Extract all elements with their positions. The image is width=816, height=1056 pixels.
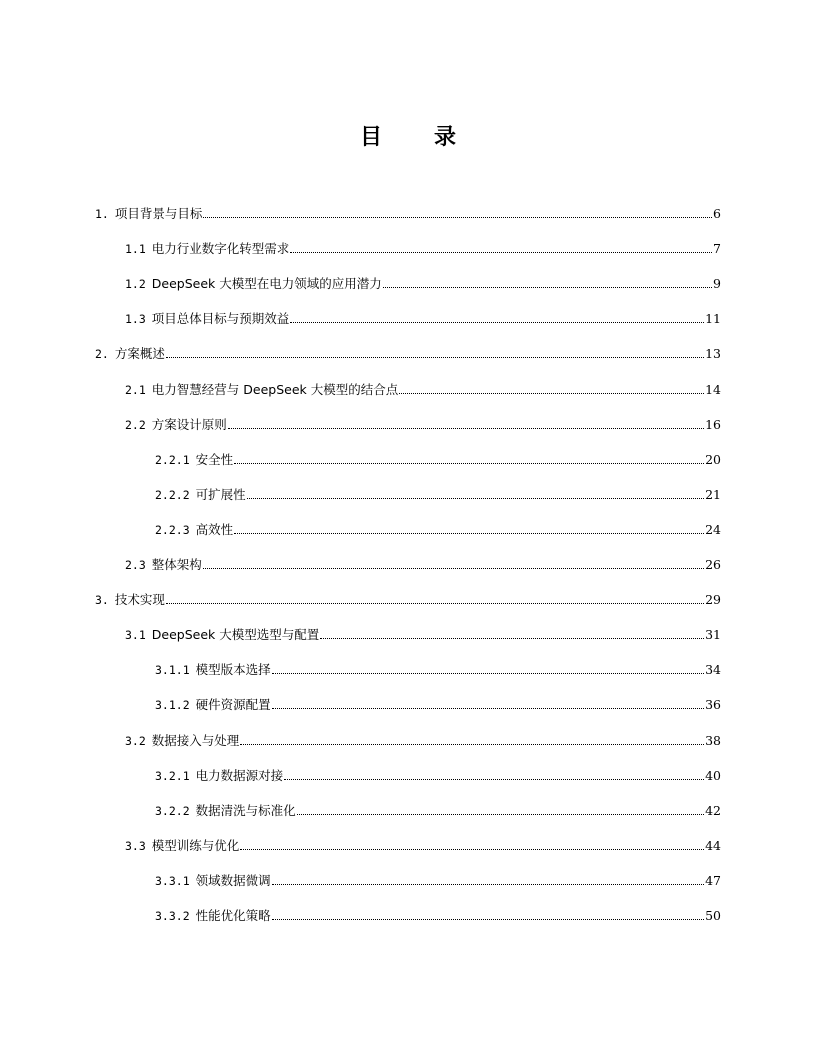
toc-entry-page-number: 14 xyxy=(705,381,721,397)
toc-entry[interactable] xyxy=(95,230,721,265)
dot-leader xyxy=(247,498,704,499)
toc-entry[interactable] xyxy=(95,370,721,405)
dot-leader xyxy=(203,568,704,569)
toc-entry-page-number: 13 xyxy=(705,346,721,362)
toc-entry-title: 数据接入与处理 xyxy=(151,732,240,748)
dot-leader xyxy=(234,533,704,534)
dot-leader xyxy=(297,814,704,815)
toc-entry[interactable] xyxy=(95,827,721,862)
toc-entry[interactable] xyxy=(95,476,721,511)
toc-entry-title: 电力智慧经营与 DeepSeek 大模型的结合点 xyxy=(151,381,399,397)
toc-entry-title: 性能优化策略 xyxy=(195,907,271,923)
toc-entry-page-number: 42 xyxy=(705,802,721,818)
toc-entry-title: 项目背景与目标 xyxy=(114,206,203,222)
toc-entry[interactable] xyxy=(95,897,721,932)
toc-entry-page-number: 44 xyxy=(705,837,721,853)
toc-title-char-1: 目 xyxy=(359,125,382,150)
toc-entry-page-number: 20 xyxy=(705,451,721,467)
toc-entry-number: 1. xyxy=(95,207,109,222)
toc-entry-page-number: 47 xyxy=(705,872,721,888)
toc-entry[interactable] xyxy=(95,616,721,651)
toc-entry-title: 方案概述 xyxy=(114,346,165,362)
dot-leader xyxy=(320,638,704,639)
toc-entry-title: 电力行业数字化转型需求 xyxy=(151,241,290,257)
toc-entry-number: 2.2.1 xyxy=(155,452,190,467)
toc-entry-number: 3. xyxy=(95,593,109,608)
dot-leader xyxy=(399,393,704,394)
toc-entry-number: 3.3.1 xyxy=(155,873,190,888)
dot-leader xyxy=(272,919,704,920)
toc-entry-page-number: 6 xyxy=(713,206,721,222)
toc-entry-title: 可扩展性 xyxy=(195,486,246,502)
toc-entry-title: 模型版本选择 xyxy=(195,662,271,678)
toc-entry[interactable] xyxy=(95,441,721,476)
toc-entry-title: 数据清洗与标准化 xyxy=(195,802,296,818)
toc-entry[interactable] xyxy=(95,511,721,546)
toc-entry-title: 模型训练与优化 xyxy=(151,837,240,853)
dot-leader xyxy=(272,673,704,674)
toc-entry-number: 3.2 xyxy=(125,733,146,748)
toc-entry-number: 1.1 xyxy=(125,242,146,257)
toc-entry-page-number: 24 xyxy=(705,521,721,537)
dot-leader xyxy=(234,463,704,464)
toc-entry-number: 3.2.2 xyxy=(155,803,190,818)
toc-entry-title: 方案设计原则 xyxy=(151,416,227,432)
dot-leader xyxy=(272,884,704,885)
toc-entry-number: 2.3 xyxy=(125,558,146,573)
toc-entry[interactable] xyxy=(95,265,721,300)
toc-entry[interactable] xyxy=(95,686,721,721)
toc-entry-page-number: 36 xyxy=(705,697,721,713)
toc-list xyxy=(95,195,721,932)
toc-title xyxy=(0,120,816,151)
toc-entry-number: 1.2 xyxy=(125,277,146,292)
toc-entry[interactable] xyxy=(95,721,721,756)
dot-leader xyxy=(272,708,704,709)
toc-entry-number: 3.1.1 xyxy=(155,663,190,678)
toc-entry-page-number: 50 xyxy=(705,907,721,923)
toc-entry-title: DeepSeek 大模型选型与配置 xyxy=(151,627,320,643)
toc-entry-number: 2.1 xyxy=(125,382,146,397)
toc-entry-page-number: 34 xyxy=(705,662,721,678)
toc-entry[interactable] xyxy=(95,335,721,370)
toc-entry-number: 3.3.2 xyxy=(155,908,190,923)
toc-entry-page-number: 9 xyxy=(713,276,721,292)
toc-entry-title: 领域数据微调 xyxy=(195,872,271,888)
toc-title-char-2: 录 xyxy=(434,125,457,150)
toc-entry-title: DeepSeek 大模型在电力领域的应用潜力 xyxy=(151,276,382,292)
toc-entry[interactable] xyxy=(95,195,721,230)
toc-entry[interactable] xyxy=(95,581,721,616)
toc-entry-number: 3.1.2 xyxy=(155,698,190,713)
toc-entry-title: 电力数据源对接 xyxy=(195,767,284,783)
toc-entry-title: 安全性 xyxy=(195,451,234,467)
toc-entry-title: 整体架构 xyxy=(151,557,202,573)
toc-entry[interactable] xyxy=(95,651,721,686)
toc-entry-title: 高效性 xyxy=(195,521,234,537)
toc-entry-page-number: 7 xyxy=(713,241,721,257)
toc-entry[interactable] xyxy=(95,757,721,792)
toc-entry-number: 2. xyxy=(95,347,109,362)
dot-leader xyxy=(284,779,704,780)
toc-entry-page-number: 31 xyxy=(705,627,721,643)
dot-leader xyxy=(203,217,712,218)
toc-entry[interactable] xyxy=(95,862,721,897)
toc-entry-number: 2.2.3 xyxy=(155,522,190,537)
dot-leader xyxy=(228,428,704,429)
dot-leader xyxy=(290,252,712,253)
dot-leader xyxy=(383,287,712,288)
toc-entry-page-number: 21 xyxy=(705,486,721,502)
toc-entry-number: 3.2.1 xyxy=(155,768,190,783)
toc-entry[interactable] xyxy=(95,406,721,441)
toc-entry-title: 技术实现 xyxy=(114,592,165,608)
toc-entry[interactable] xyxy=(95,300,721,335)
toc-entry-number: 3.1 xyxy=(125,628,146,643)
toc-entry-number: 3.3 xyxy=(125,838,146,853)
dot-leader xyxy=(166,357,704,358)
toc-entry-number: 2.2.2 xyxy=(155,487,190,502)
toc-entry-page-number: 29 xyxy=(705,592,721,608)
toc-entry[interactable] xyxy=(95,546,721,581)
toc-entry-page-number: 38 xyxy=(705,732,721,748)
toc-entry-page-number: 26 xyxy=(705,557,721,573)
toc-entry-page-number: 11 xyxy=(705,311,721,327)
toc-entry-number: 2.2 xyxy=(125,417,146,432)
dot-leader xyxy=(290,322,704,323)
toc-entry-page-number: 40 xyxy=(705,767,721,783)
dot-leader xyxy=(240,744,704,745)
dot-leader xyxy=(166,603,704,604)
toc-entry-number: 1.3 xyxy=(125,312,146,327)
toc-entry-title: 项目总体目标与预期效益 xyxy=(151,311,290,327)
toc-entry[interactable] xyxy=(95,792,721,827)
dot-leader xyxy=(240,849,704,850)
toc-entry-title: 硬件资源配置 xyxy=(195,697,271,713)
toc-entry-page-number: 16 xyxy=(705,416,721,432)
